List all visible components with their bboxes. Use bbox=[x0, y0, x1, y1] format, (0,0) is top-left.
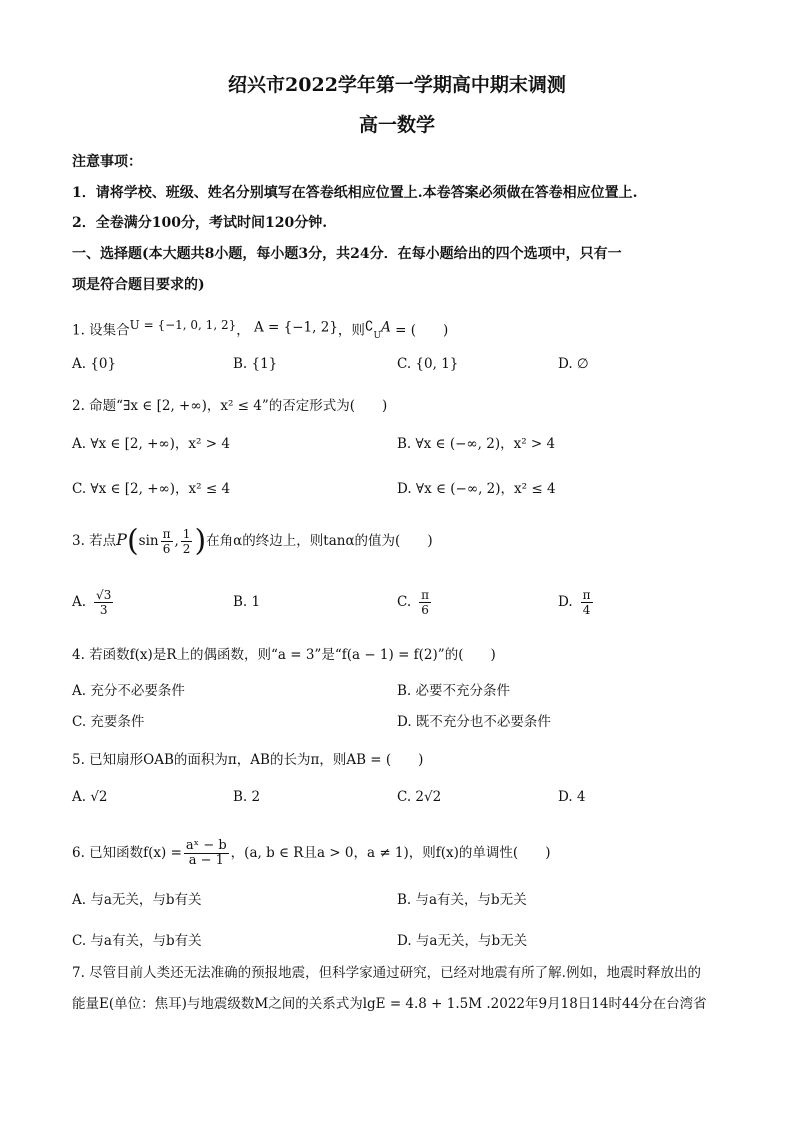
question-4-option-c: C. 充要条件 bbox=[72, 714, 145, 730]
note-item: 1．请将学校、班级、姓名分别填写在答卷纸相应位置上.本卷答案必须做在答卷相应位置上. bbox=[72, 185, 638, 201]
question-3-option-b: B. 1 bbox=[233, 594, 261, 610]
question-3-option-d: D. $\frac{\pi}{4}$ bbox=[558, 588, 591, 617]
note-item: 2．全卷满分100分，考试时间120分钟. bbox=[72, 215, 328, 231]
question-4-option-a: A. 充分不必要条件 bbox=[72, 683, 185, 699]
question-1-option-b: B. {1} bbox=[233, 356, 278, 372]
question-1-option-c: C. {0, 1} bbox=[397, 356, 459, 372]
question-1-option-d: D. ∅ bbox=[558, 356, 589, 372]
question-6-option-a: A. 与a无关，与b有关 bbox=[72, 892, 202, 908]
question-2-stem: 2. 命题“∃x ∈ [2, +∞)，x² ≤ 4”的否定形式为( ) bbox=[72, 398, 388, 414]
question-3-option-a: A. $\frac{√3}{3}$ bbox=[72, 588, 112, 617]
section-heading: 一、选择题(本大题共8小题，每小题3分，共24分．在每小题给出的四个选项中，只有一 bbox=[72, 246, 622, 262]
question-3-stem: 3. 若点P(sin $\frac{\pi}{6}$ , $\frac{1}{2}$ )在角α的终边上，则tanα的值为( ) bbox=[72, 523, 433, 559]
question-2-option-c: C. ∀x ∈ [2, +∞)，x² ≤ 4 bbox=[72, 481, 231, 497]
question-3-option-c: C. $\frac{\pi}{6}$ bbox=[397, 588, 430, 617]
question-5-option-b: B. 2 bbox=[233, 789, 261, 805]
notes-heading: 注意事项： bbox=[72, 154, 142, 170]
question-6-stem: 6. 已知函数f(x) = $\frac{\text{aˣ − b}}{a - 1}$ ，(a, b ∈ R且a > 0，a ≠ 1)，则f(x)的单调性( ) bbox=[72, 838, 551, 868]
question-6-option-b: B. 与a有关，与b无关 bbox=[397, 892, 527, 908]
question-6-option-d: D. 与a无关，与b无关 bbox=[397, 933, 528, 949]
question-4-option-b: B. 必要不充分条件 bbox=[397, 683, 511, 699]
exam-title: 绍兴市2022学年第一学期高中期末调测 bbox=[228, 74, 566, 96]
question-2-option-d: D. ∀x ∈ (−∞, 2)，x² ≤ 4 bbox=[397, 481, 556, 497]
question-1-stem: 1. 设集合$^{U = \{-1, 0, 1, 2\}}$， A = {−1, 2}，则$∁_UA$ = ( ) bbox=[72, 318, 449, 342]
question-4-option-d: D. 既不充分也不必要条件 bbox=[397, 714, 551, 730]
question-7-stem-cont: 能量E(单位：焦耳)与地震级数M之间的关系式为lgE = 4.8 + 1.5M .2022年9月18日14时44分在台湾省 bbox=[72, 996, 707, 1012]
question-4-stem: 4. 若函数f(x)是R上的偶函数，则“a = 3”是“f(a − 1) = f(2)”的( ) bbox=[72, 647, 496, 663]
question-5-option-a: A. √2 bbox=[72, 789, 108, 805]
question-1-option-a: A. {0} bbox=[72, 356, 117, 372]
section-heading-cont: 项是符合题目要求的) bbox=[72, 277, 205, 293]
question-6-option-c: C. 与a有关，与b有关 bbox=[72, 933, 202, 949]
question-5-option-d: D. 4 bbox=[558, 789, 586, 805]
question-7-stem: 7. 尽管目前人类还无法准确的预报地震，但科学家通过研究，已经对地震有所了解.例如，地震时释放出的 bbox=[72, 965, 701, 981]
question-2-option-a: A. ∀x ∈ [2, +∞)，x² > 4 bbox=[72, 436, 230, 452]
question-5-option-c: C. 2√2 bbox=[397, 789, 442, 805]
question-5-stem: 5. 已知扇形OAB的面积为π，AB的长为π，则AB = ( ) bbox=[72, 752, 424, 768]
exam-subject: 高一数学 bbox=[358, 114, 435, 136]
question-2-option-b: B. ∀x ∈ (−∞, 2)，x² > 4 bbox=[397, 436, 556, 452]
